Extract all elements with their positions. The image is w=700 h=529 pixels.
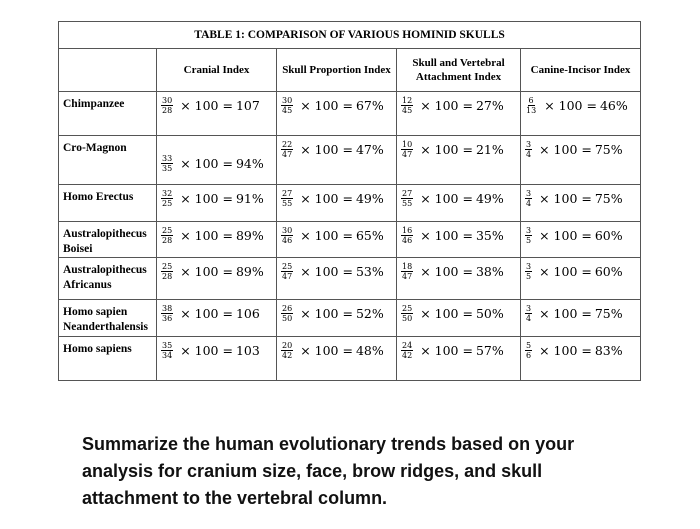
denominator: 50 [282,313,293,323]
fraction [281,140,293,159]
denominator: 6 [526,350,532,360]
table-row [59,222,641,258]
row-label: Chimpanzee [59,92,157,136]
index-cell [277,300,397,337]
numerator: 22 [282,139,293,149]
multiplier-text: × 100 = [539,141,592,157]
fraction [161,189,173,208]
index-result: 57% [475,342,504,358]
table-row [59,185,641,222]
row-label: Homo Erectus [59,185,157,222]
numerator: 27 [402,188,413,198]
fraction [525,341,532,360]
index-formula [157,185,276,211]
fraction [525,140,532,159]
index-cell [157,222,277,258]
row-label: Homo sapien Neanderthalensis [59,300,157,337]
multiplier-text: × 100 = [180,97,233,113]
denominator: 50 [402,313,413,323]
multiplier-text: × 100 = [300,342,353,358]
index-result: 103 [235,342,260,358]
index-formula [521,185,640,211]
numerator: 6 [528,95,534,105]
multiplier-text: × 100 = [539,190,592,206]
numerator: 27 [282,188,293,198]
index-formula [521,258,640,284]
multiplier-text: × 100 = [180,342,233,358]
index-cell [521,185,641,222]
index-result: 106 [235,305,260,321]
index-result: 49% [355,190,384,206]
row-label: Homo sapiens [59,337,157,381]
fraction [281,341,293,360]
index-cell [277,92,397,136]
index-result: 83% [594,342,623,358]
fraction [281,226,293,245]
numerator: 24 [402,340,413,350]
fraction [161,341,173,360]
multiplier-text: × 100 = [539,227,592,243]
index-cell [397,258,521,300]
multiplier-text: × 100 = [539,263,592,279]
index-result: 21% [475,141,504,157]
numerator: 30 [282,95,293,105]
table-row [59,92,641,136]
index-formula [521,222,640,248]
multiplier-text: × 100 = [420,305,473,321]
index-result: 52% [355,305,384,321]
header-skull-proportion-index: Skull Proportion Index [277,49,397,92]
denominator: 47 [282,149,293,159]
denominator: 47 [402,149,413,159]
multiplier-text: × 100 = [420,190,473,206]
index-cell [277,185,397,222]
index-result: 67% [355,97,384,113]
numerator: 32 [162,188,173,198]
multiplier-text: × 100 = [180,155,233,171]
index-formula [397,337,520,363]
index-cell [397,337,521,381]
denominator: 55 [282,198,293,208]
numerator: 38 [162,303,173,313]
multiplier-text: × 100 = [544,97,597,113]
row-label: Australopithecus Africanus [59,258,157,300]
index-cell [157,300,277,337]
index-formula [157,222,276,248]
index-result: 49% [475,190,504,206]
fraction [401,226,413,245]
fraction [281,304,293,323]
numerator: 25 [402,303,413,313]
denominator: 42 [282,350,293,360]
index-formula [277,136,396,162]
denominator: 4 [526,198,532,208]
table-title-row [59,22,641,49]
fraction [401,304,413,323]
fraction [161,154,173,173]
multiplier-text: × 100 = [300,141,353,157]
numerator: 3 [526,139,532,149]
numerator: 3 [526,225,532,235]
fraction [401,341,413,360]
index-result: 35% [475,227,504,243]
index-cell [397,136,521,185]
numerator: 16 [402,225,413,235]
denominator: 47 [402,271,413,281]
index-result: 94% [235,155,264,171]
fraction [525,226,532,245]
multiplier-text: × 100 = [539,342,592,358]
fraction [525,262,532,281]
index-result: 27% [475,97,504,113]
index-result: 65% [355,227,384,243]
denominator: 5 [526,271,532,281]
index-formula [277,300,396,326]
multiplier-text: × 100 = [300,263,353,279]
numerator: 10 [402,139,413,149]
index-formula [397,258,520,284]
index-formula [397,136,520,162]
denominator: 46 [282,235,293,245]
index-result: 53% [355,263,384,279]
multiplier-text: × 100 = [300,305,353,321]
table-row [59,136,641,185]
denominator: 45 [282,105,293,115]
index-result: 89% [235,227,264,243]
numerator: 26 [282,303,293,313]
denominator: 25 [162,198,173,208]
denominator: 13 [526,105,537,115]
fraction [401,189,413,208]
hominid-skull-table [58,21,641,381]
table-header-row [59,49,641,92]
multiplier-text: × 100 = [420,227,473,243]
multiplier-text: × 100 = [180,263,233,279]
index-result: 50% [475,305,504,321]
denominator: 5 [526,235,532,245]
fraction [281,189,293,208]
index-result: 89% [235,263,264,279]
index-result: 60% [594,227,623,243]
index-formula [277,222,396,248]
index-cell [157,337,277,381]
multiplier-text: × 100 = [420,263,473,279]
denominator: 35 [162,163,173,173]
table-row [59,337,641,381]
index-cell [521,222,641,258]
fraction [161,304,173,323]
index-cell [277,136,397,185]
index-formula [397,222,520,248]
denominator: 28 [162,271,173,281]
numerator: 25 [162,261,173,271]
numerator: 12 [402,95,413,105]
index-result: 75% [594,190,623,206]
fraction [401,262,413,281]
question-text: Summarize the human evolutionary trends based on your analysis for cranium size, face, brow ridges, and skull attachment to the vertebral column. [82,434,575,508]
index-formula [397,185,520,211]
row-label: Australopithecus Boisei [59,222,157,258]
numerator: 30 [162,95,173,105]
index-cell [397,222,521,258]
index-formula [157,337,276,363]
index-formula [277,258,396,284]
denominator: 47 [282,271,293,281]
index-result: 75% [594,305,623,321]
index-cell [157,136,277,185]
numerator: 3 [526,303,532,313]
multiplier-text: × 100 = [180,190,233,206]
index-result: 107 [235,97,260,113]
denominator: 46 [402,235,413,245]
fraction [525,304,532,323]
multiplier-text: × 100 = [420,97,473,113]
index-cell [157,92,277,136]
numerator: 25 [282,261,293,271]
fraction [281,96,293,115]
index-formula [157,258,276,284]
index-cell [397,92,521,136]
index-result: 91% [235,190,264,206]
index-formula [397,300,520,326]
index-formula [157,300,276,326]
numerator: 25 [162,225,173,235]
denominator: 36 [162,313,173,323]
table-row [59,300,641,337]
denominator: 28 [162,235,173,245]
index-formula [277,185,396,211]
row-label: Cro-Magnon [59,136,157,185]
index-cell [277,258,397,300]
index-cell [277,337,397,381]
index-cell [521,337,641,381]
index-result: 48% [355,342,384,358]
index-cell [157,185,277,222]
header-empty-cell [59,49,157,92]
denominator: 55 [402,198,413,208]
index-formula [397,92,520,118]
numerator: 3 [526,188,532,198]
fraction [161,96,173,115]
header-skull-vertebral-attachment-index: Skull and Vertebral Attachment Index [397,49,521,92]
denominator: 4 [526,149,532,159]
multiplier-text: × 100 = [180,305,233,321]
denominator: 28 [162,105,173,115]
index-formula [521,136,640,162]
index-cell [521,136,641,185]
index-cell [157,258,277,300]
index-formula [157,150,276,176]
index-cell [397,185,521,222]
index-formula [521,337,640,363]
multiplier-text: × 100 = [300,227,353,243]
index-result: 75% [594,141,623,157]
fraction [525,189,532,208]
header-cranial-index: Cranial Index [157,49,277,92]
index-result: 38% [475,263,504,279]
numerator: 3 [526,261,532,271]
numerator: 5 [526,340,532,350]
denominator: 34 [162,350,173,360]
index-formula [277,337,396,363]
numerator: 33 [162,153,173,163]
index-formula [521,300,640,326]
numerator: 18 [402,261,413,271]
multiplier-text: × 100 = [420,342,473,358]
index-cell [277,222,397,258]
multiplier-text: × 100 = [180,227,233,243]
fraction [525,96,537,115]
denominator: 45 [402,105,413,115]
index-formula [521,92,640,118]
fraction [401,140,413,159]
multiplier-text: × 100 = [539,305,592,321]
header-canine-incisor-index: Canine-Incisor Index [521,49,641,92]
fraction [161,226,173,245]
numerator: 30 [282,225,293,235]
index-cell [521,258,641,300]
index-cell [521,300,641,337]
index-result: 47% [355,141,384,157]
index-cell [397,300,521,337]
multiplier-text: × 100 = [300,97,353,113]
table-row [59,258,641,300]
index-result: 46% [599,97,628,113]
multiplier-text: × 100 = [300,190,353,206]
denominator: 4 [526,313,532,323]
index-formula [277,92,396,118]
denominator: 42 [402,350,413,360]
fraction [401,96,413,115]
index-cell [521,92,641,136]
index-result: 60% [594,263,623,279]
numerator: 35 [162,340,173,350]
numerator: 20 [282,340,293,350]
table-title: TABLE 1: COMPARISON OF VARIOUS HOMINID SKULLS [59,22,641,49]
fraction [161,262,173,281]
multiplier-text: × 100 = [420,141,473,157]
fraction [281,262,293,281]
index-formula [157,92,276,118]
